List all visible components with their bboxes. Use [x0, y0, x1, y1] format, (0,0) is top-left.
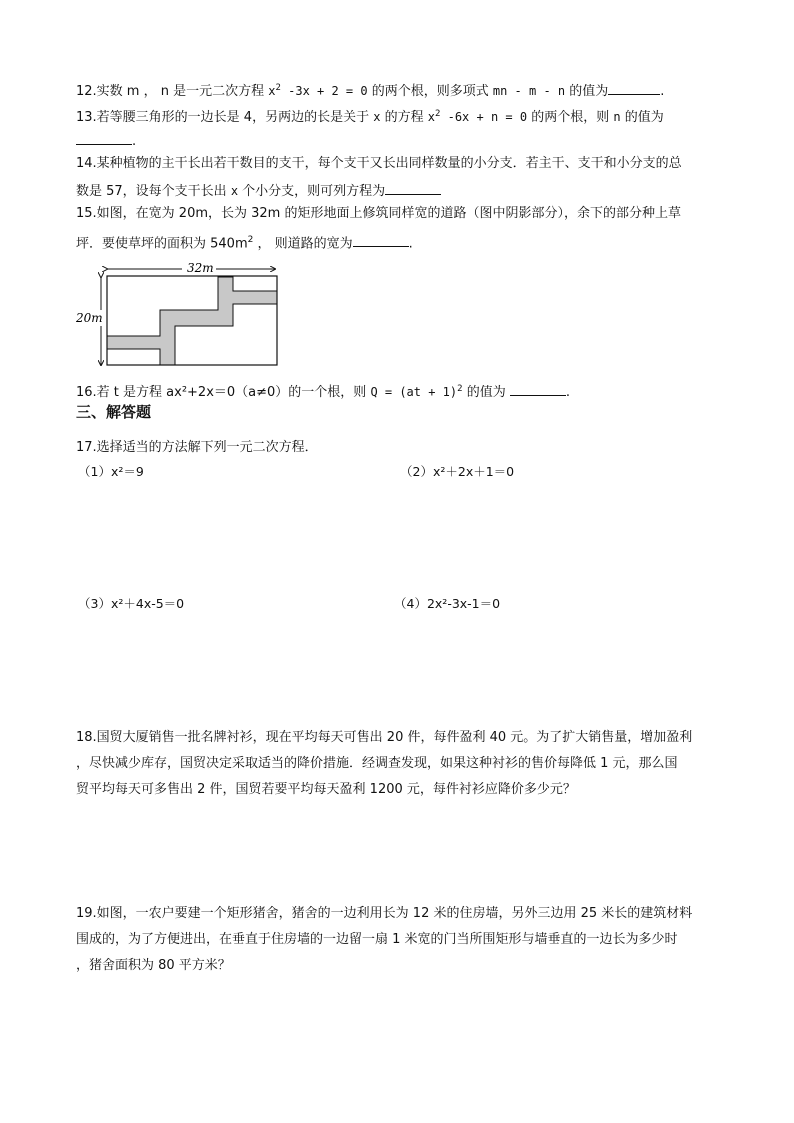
q15-answer-blank[interactable] [353, 232, 409, 247]
q12-end: . [660, 84, 665, 99]
section-title: 三、解答题 [76, 403, 152, 421]
q16-text-2: 的值为 [462, 385, 510, 400]
q17-part-1: （1）x²＝9 [78, 464, 144, 479]
q12-polynomial: mn - m - n [492, 84, 566, 98]
q12-eq-var: x [268, 84, 276, 98]
q17-part-4: （4）2x²-3x-1＝0 [394, 596, 501, 611]
q12-answer-blank[interactable] [608, 80, 660, 95]
question-16 [76, 379, 570, 403]
question-19-line-1: 19.如图，一农户要建一个矩形猪舍，猪舍的一边利用长为 12 米的住房墙，另外三边用 25 米长的建筑材料 [76, 906, 693, 921]
question-14-line-2 [76, 180, 441, 202]
q13-answer-blank[interactable] [76, 130, 132, 145]
q16-end: . [565, 385, 570, 400]
question-12 [76, 78, 664, 102]
q15-text-2: ， 则道路的宽为 [253, 236, 353, 252]
question-17-title: 17.选择适当的方法解下列一元二次方程． [76, 440, 318, 455]
q16-expression [370, 385, 462, 399]
question-15-line-2 [76, 230, 413, 254]
q16-q-expr: Q = (at + 1) [370, 385, 458, 399]
question-15-line-1: 15.如图，在宽为 20m，长为 32m 的矩形地面上修筑同样宽的道路（图中阴影部分），余下的部分种上草 [76, 206, 681, 221]
q13-equation [428, 110, 527, 124]
q14-text-1: 数是 57，设每个支干长出 [76, 184, 231, 199]
q15-end: . [408, 236, 413, 252]
q17-part-3: （3）x²＋4x-5＝0 [78, 596, 185, 611]
question-18-line-3: 贸平均每天可多售出 2 件，国贸若要平均每天盈利 1200 元，每件衬衫应降价多少元？ [76, 782, 576, 797]
q12-text-3: 的值为 [565, 84, 609, 99]
question-18-line-2: ，尽快减少库存，国贸决定采取适当的降价措施．经调查发现，如果这种衬衫的售价每降低 1 元，那么国 [76, 756, 678, 771]
question-13-cont [76, 130, 136, 152]
question-18-line-1: 18.国贸大厦销售一批名牌衬衫，现在平均每天可售出 20 件，每件盈利 40 元。为了扩大销售量，增加盈利 [76, 730, 693, 745]
q14-var-x: x [230, 184, 239, 198]
q12-equation [268, 84, 367, 98]
q13-eq-rest: -6x + n = 0 [440, 110, 528, 124]
question-14-line-1: 14.某种植物的主干长出若干数目的支干，每个支干又长出同样数量的小分支．若主干、支干和小分支的总 [76, 156, 682, 171]
q13-var-n: n [613, 110, 621, 124]
q17-part-2: （2）x²＋2x＋1＝0 [400, 464, 515, 479]
q16-q-exp: 2 [457, 384, 463, 394]
q13-eq-var: x [427, 110, 435, 124]
q15-text-1: 坪．要使草坪的面积为 540m [76, 236, 248, 252]
question-19-line-3: ，猪舍面积为 80 平方米？ [76, 958, 231, 973]
question-19-line-2: 围成的，为了方便进出，在垂直于住房墙的一边留一扇 1 米宽的门当所围矩形与墙垂直的一边长为多少时 [76, 932, 678, 947]
q13-eq-exp: 2 [434, 109, 441, 119]
width-label: 32m [187, 261, 214, 275]
q13-end: . [132, 134, 137, 149]
q13-text-1: 13.若等腰三角形的一边长是 4，另两边的长是关于 [76, 110, 374, 125]
height-label: 20m [76, 311, 103, 325]
shaded-road [107, 277, 277, 365]
road-figure [70, 255, 290, 370]
q12-text-2: 的两个根，则多项式 [367, 84, 493, 99]
q12-eq-rest: -3x + 2 = 0 [280, 84, 368, 98]
q14-text-2: 个小分支，则可列方程为 [238, 184, 386, 199]
q14-answer-blank[interactable] [385, 180, 441, 195]
question-13 [76, 104, 664, 128]
q13-text-2: 的方程 [380, 110, 428, 125]
q13-text-4: 的值为 [620, 110, 664, 125]
q16-text-1: 16.若 t 是方程 ax²+2x＝0（a≠0）的一个根，则 [76, 385, 371, 400]
q13-var-x: x [373, 110, 381, 124]
q12-eq-exp: 2 [275, 83, 281, 93]
q16-answer-blank[interactable] [510, 381, 566, 396]
q15-exp: 2 [247, 235, 254, 245]
q12-text-1: 12.实数 m ， n 是一元二次方程 [76, 84, 269, 99]
q13-text-3: 的两个根，则 [527, 110, 614, 125]
